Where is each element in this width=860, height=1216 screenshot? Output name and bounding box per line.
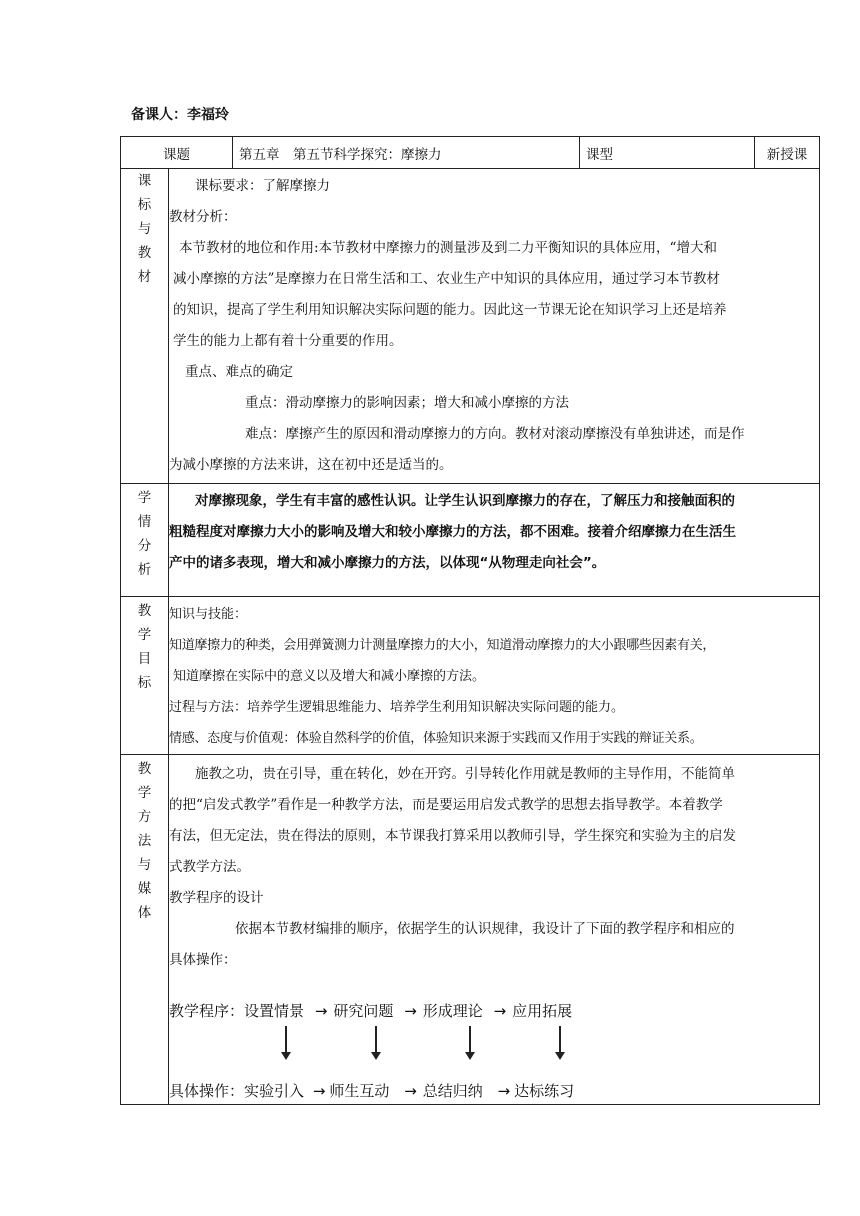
section-curriculum-row (121, 169, 820, 484)
design-title: 教学程序的设计 (169, 890, 264, 906)
section-goals-row (121, 597, 820, 755)
program-label: 教学程序： (169, 1002, 245, 1020)
method-text: 式教学方法。 (169, 859, 250, 875)
design-text: 依据本节教材编排的顺序，依据学生的认识规律，我设计了下面的教学程序和相应的 (235, 921, 735, 937)
program-row (169, 996, 572, 1027)
down-arrow-icon (559, 1026, 561, 1054)
curriculum-requirement: 课标要求：了解摩擦力 (195, 178, 330, 194)
type-value: 新授课 (755, 137, 820, 169)
down-arrow-icon (375, 1026, 377, 1054)
operation-step: 达标练习 (514, 1082, 575, 1100)
topic-value: 第五章 第五节科学探究：摩擦力 (233, 137, 580, 169)
down-arrow-icon (285, 1026, 287, 1054)
side-label-goals: 教 学 目 标 (121, 597, 169, 755)
hard-point-text: 难点：摩擦产生的原因和滑动摩擦力的方向。教材对滚动摩擦没有单独讲述，而是作 (245, 426, 745, 442)
student-analysis-text: 对摩擦现象，学生有丰富的感性认识。让学生认识到摩擦力的存在，了解压力和接触面积的 (195, 493, 735, 509)
author-line: 备课人：李福玲 (131, 107, 229, 123)
side-label-student: 学 情 分 析 (121, 484, 169, 597)
knowledge-text: 知道摩擦力的种类，会用弹簧测力计测量摩擦力的大小，知道滑动摩擦力的大小跟哪些因素有关， (169, 638, 716, 653)
program-step: 研究问题 (333, 1002, 394, 1020)
student-analysis-text: 产中的诸多表现，增大和减小摩擦力的方法，以体现“从物理走向社会”。 (169, 555, 606, 571)
section-method-content (169, 755, 820, 1105)
knowledge-title: 知识与技能： (169, 607, 248, 622)
right-arrow-icon: → (312, 1082, 326, 1100)
side-label-method: 教 学 方 法 与 媒 体 (121, 755, 169, 1105)
method-text: 的把“启发式教学”看作是一种教学方法，而是要运用启发式教学的思想去指导教学。本着教学 (169, 797, 723, 813)
topic-label: 课题 (121, 137, 233, 169)
program-step: 形成理论 (422, 1002, 483, 1020)
method-text: 有法，但无定法，贵在得法的原则，本节课我打算采用以教师引导，学生探究和实验为主的启发 (169, 828, 736, 844)
analysis-text: 本节教材的地位和作用:本节教材中摩擦力的测量涉及到二力平衡知识的具体应用，“增大和 (179, 240, 717, 256)
side-label-curriculum: 课 标 与 教 材 (121, 169, 169, 484)
right-arrow-icon: → (493, 1002, 507, 1020)
operation-row (169, 1076, 574, 1107)
lesson-plan-table (120, 136, 820, 1105)
teaching-flow-diagram (169, 996, 819, 1104)
operation-step: 实验引入 (244, 1082, 305, 1100)
section-student-content (169, 484, 820, 597)
down-arrow-icon (469, 1026, 471, 1054)
right-arrow-icon: → (404, 1002, 417, 1020)
section-method-row (121, 755, 820, 1105)
operation-label: 具体操作： (169, 1082, 245, 1100)
design-text: 具体操作： (169, 952, 237, 968)
hard-point-text: 为减小摩擦的方法来讲，这在初中还是适当的。 (169, 457, 453, 473)
emotion-text: 情感、态度与价值观：体验自然科学的价值，体验知识来源于实践而又作用于实践的辩证关系。 (169, 731, 703, 746)
program-step: 设置情景 (244, 1002, 305, 1020)
key-points-title: 重点、难点的确定 (185, 364, 293, 380)
operation-step: 师生互动 (329, 1082, 390, 1100)
method-text: 施教之功，贵在引导，重在转化，妙在开窍。引导转化作用就是教师的主导作用，不能简单 (195, 766, 735, 782)
analysis-title: 教材分析： (169, 209, 237, 225)
program-step: 应用拓展 (512, 1002, 573, 1020)
header-row (121, 137, 820, 169)
section-student-row (121, 484, 820, 597)
process-text: 过程与方法：培养学生逻辑思维能力、培养学生利用知识解决实际问题的能力。 (169, 700, 625, 715)
right-arrow-icon: → (497, 1082, 511, 1100)
section-curriculum-content (169, 169, 820, 484)
analysis-text: 减小摩擦的方法”是摩擦力在日常生活和工、农业生产中知识的具体应用，通过学习本节教材 (173, 271, 720, 287)
analysis-text: 的知识，提高了学生利用知识解决实际问题的能力。因此这一节课无论在知识学习上还是培养 (173, 302, 727, 318)
knowledge-text: 知道摩擦在实际中的意义以及增大和减小摩擦的方法。 (173, 669, 486, 684)
right-arrow-icon: → (404, 1082, 417, 1100)
operation-step: 总结归纳 (422, 1082, 483, 1100)
type-label: 课型 (580, 137, 755, 169)
student-analysis-text: 粗糙程度对摩擦力大小的影响及增大和较小摩擦力的方法，都不困难。接着介绍摩擦力在生活生 (169, 524, 736, 540)
section-goals-content (169, 597, 820, 755)
analysis-text: 学生的能力上都有着十分重要的作用。 (173, 333, 403, 349)
right-arrow-icon: → (314, 1002, 328, 1020)
key-point-text: 重点：滑动摩擦力的影响因素；增大和减小摩擦的方法 (245, 395, 569, 411)
